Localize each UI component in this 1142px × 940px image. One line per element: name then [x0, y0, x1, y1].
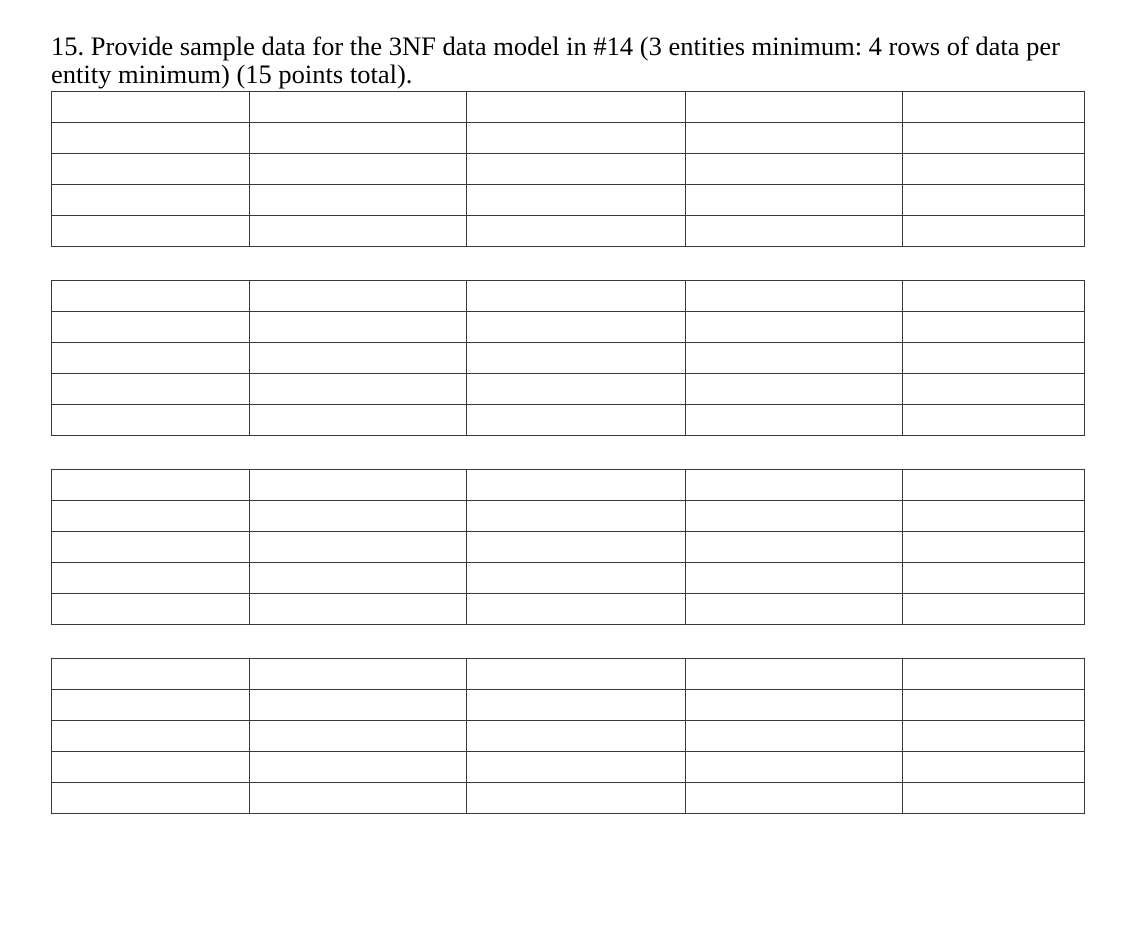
table-cell[interactable] — [903, 501, 1085, 532]
table-cell[interactable] — [52, 374, 250, 405]
table-cell[interactable] — [686, 123, 903, 154]
entity-table-2 — [51, 280, 1085, 436]
table-cell[interactable] — [467, 752, 686, 783]
table-cell[interactable] — [686, 216, 903, 247]
table-cell[interactable] — [52, 92, 250, 123]
table-cell[interactable] — [467, 374, 686, 405]
table-cell[interactable] — [52, 281, 250, 312]
table-cell[interactable] — [467, 185, 686, 216]
table-row — [52, 185, 1085, 216]
table-cell[interactable] — [250, 690, 467, 721]
table-cell[interactable] — [686, 343, 903, 374]
table-cell[interactable] — [686, 721, 903, 752]
table-cell[interactable] — [250, 312, 467, 343]
table-cell[interactable] — [467, 690, 686, 721]
table-cell[interactable] — [903, 343, 1085, 374]
table-cell[interactable] — [250, 281, 467, 312]
table-cell[interactable] — [467, 501, 686, 532]
table-cell[interactable] — [52, 594, 250, 625]
table-cell[interactable] — [467, 154, 686, 185]
table-cell[interactable] — [903, 405, 1085, 436]
table-cell[interactable] — [250, 92, 467, 123]
table-row — [52, 216, 1085, 247]
table-cell[interactable] — [903, 92, 1085, 123]
table-row — [52, 501, 1085, 532]
table-cell[interactable] — [467, 721, 686, 752]
table-cell[interactable] — [52, 659, 250, 690]
table-cell[interactable] — [903, 281, 1085, 312]
table-row — [52, 752, 1085, 783]
table-row — [52, 92, 1085, 123]
table-cell[interactable] — [686, 594, 903, 625]
question-text: 15. Provide sample data for the 3NF data model in #14 (3 entities minimum: 4 rows of data per entity minimum) (15 points total). — [51, 31, 1061, 89]
table-cell[interactable] — [686, 501, 903, 532]
table-cell[interactable] — [903, 374, 1085, 405]
table-cell[interactable] — [686, 532, 903, 563]
table-row — [52, 532, 1085, 563]
table-cell[interactable] — [467, 405, 686, 436]
table-cell[interactable] — [903, 752, 1085, 783]
table-cell[interactable] — [250, 659, 467, 690]
table-cell[interactable] — [52, 405, 250, 436]
entity-table-1 — [51, 91, 1085, 247]
table-cell[interactable] — [686, 185, 903, 216]
table-row — [52, 594, 1085, 625]
table-cell[interactable] — [903, 532, 1085, 563]
table-cell[interactable] — [250, 470, 467, 501]
table-row — [52, 374, 1085, 405]
table-cell[interactable] — [52, 563, 250, 594]
table-cell[interactable] — [250, 405, 467, 436]
table-cell[interactable] — [52, 721, 250, 752]
table-cell[interactable] — [686, 281, 903, 312]
table-cell[interactable] — [250, 532, 467, 563]
table-cell[interactable] — [467, 343, 686, 374]
table-cell[interactable] — [52, 783, 250, 814]
table-cell[interactable] — [250, 154, 467, 185]
table-cell[interactable] — [686, 563, 903, 594]
table-cell[interactable] — [903, 563, 1085, 594]
table-cell[interactable] — [250, 374, 467, 405]
table-cell[interactable] — [52, 690, 250, 721]
table-cell[interactable] — [686, 312, 903, 343]
table-cell[interactable] — [467, 281, 686, 312]
table-cell[interactable] — [903, 154, 1085, 185]
table-cell[interactable] — [250, 752, 467, 783]
table-cell[interactable] — [52, 216, 250, 247]
entity-table-3 — [51, 469, 1085, 625]
table-cell[interactable] — [250, 343, 467, 374]
table-cell[interactable] — [52, 532, 250, 563]
table-row — [52, 721, 1085, 752]
table-cell[interactable] — [903, 690, 1085, 721]
table-cell[interactable] — [686, 92, 903, 123]
table-cell[interactable] — [686, 783, 903, 814]
table-cell[interactable] — [686, 405, 903, 436]
table-cell[interactable] — [467, 216, 686, 247]
table-cell[interactable] — [903, 185, 1085, 216]
table-cell[interactable] — [686, 752, 903, 783]
table-cell[interactable] — [52, 752, 250, 783]
table-cell[interactable] — [903, 783, 1085, 814]
table-cell[interactable] — [903, 123, 1085, 154]
table-cell[interactable] — [250, 783, 467, 814]
table-cell[interactable] — [250, 185, 467, 216]
table-cell[interactable] — [52, 501, 250, 532]
table-cell[interactable] — [52, 343, 250, 374]
table-row — [52, 783, 1085, 814]
table-row — [52, 563, 1085, 594]
table-row — [52, 343, 1085, 374]
table-cell[interactable] — [467, 563, 686, 594]
table-cell[interactable] — [903, 659, 1085, 690]
table-cell[interactable] — [52, 470, 250, 501]
table-cell[interactable] — [467, 659, 686, 690]
table-cell[interactable] — [686, 690, 903, 721]
table-row — [52, 690, 1085, 721]
table-cell[interactable] — [467, 594, 686, 625]
table-cell[interactable] — [467, 470, 686, 501]
table-cell[interactable] — [903, 312, 1085, 343]
table-cell[interactable] — [903, 721, 1085, 752]
table-cell[interactable] — [686, 659, 903, 690]
table-row — [52, 470, 1085, 501]
table-cell[interactable] — [250, 501, 467, 532]
table-row — [52, 312, 1085, 343]
table-cell[interactable] — [250, 563, 467, 594]
table-row — [52, 659, 1085, 690]
table-cell[interactable] — [52, 123, 250, 154]
table-row — [52, 405, 1085, 436]
table-cell[interactable] — [250, 721, 467, 752]
table-cell[interactable] — [467, 783, 686, 814]
table-cell[interactable] — [903, 594, 1085, 625]
table-cell[interactable] — [52, 312, 250, 343]
table-cell[interactable] — [52, 154, 250, 185]
entity-table-4 — [51, 658, 1085, 814]
table-cell[interactable] — [467, 92, 686, 123]
table-cell[interactable] — [903, 470, 1085, 501]
table-row — [52, 281, 1085, 312]
table-cell[interactable] — [467, 123, 686, 154]
table-row — [52, 123, 1085, 154]
table-cell[interactable] — [686, 154, 903, 185]
table-cell[interactable] — [250, 216, 467, 247]
table-cell[interactable] — [686, 374, 903, 405]
table-cell[interactable] — [686, 470, 903, 501]
table-cell[interactable] — [467, 312, 686, 343]
table-row — [52, 154, 1085, 185]
table-cell[interactable] — [52, 185, 250, 216]
table-cell[interactable] — [903, 216, 1085, 247]
table-cell[interactable] — [467, 532, 686, 563]
table-cell[interactable] — [250, 123, 467, 154]
table-cell[interactable] — [250, 594, 467, 625]
